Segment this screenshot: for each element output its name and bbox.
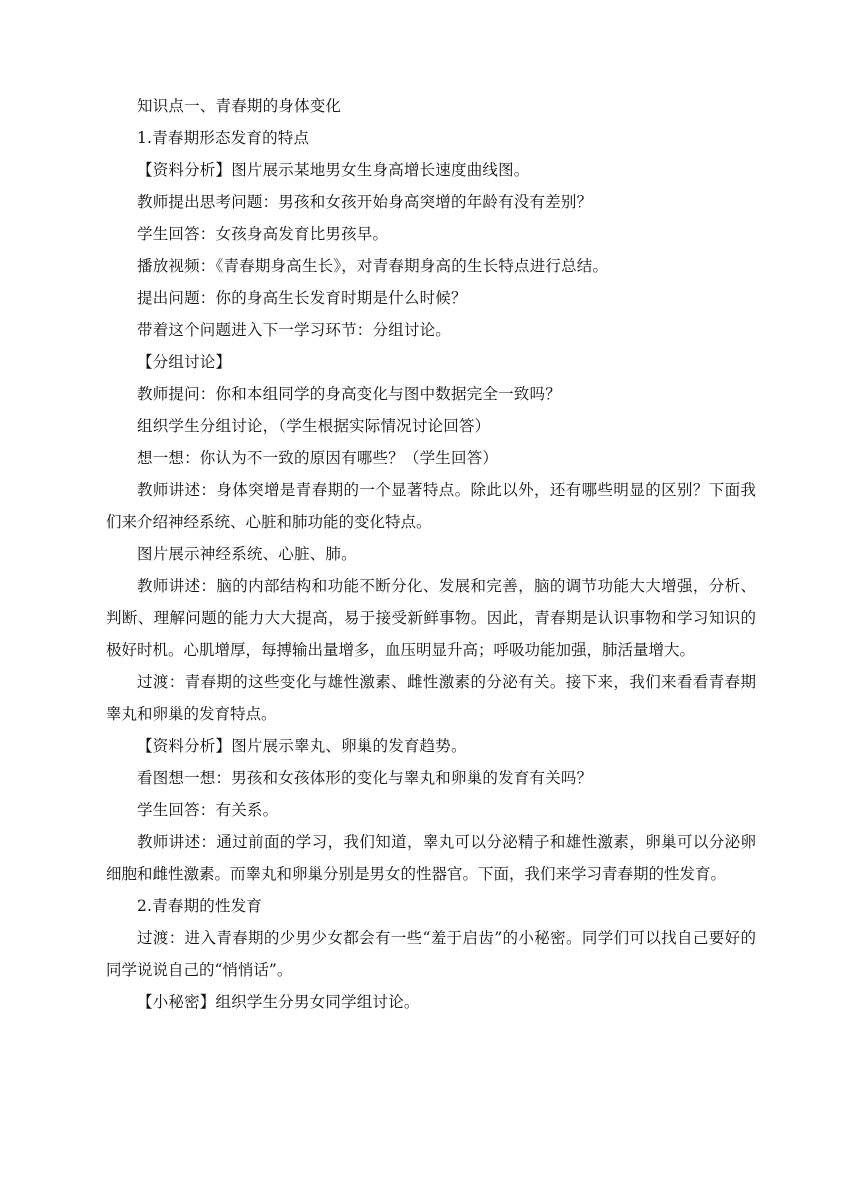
document-body	[106, 90, 756, 1018]
paragraph: 【分组讨论】	[137, 353, 232, 371]
section-heading: 知识点一、青春期的身体变化	[137, 97, 342, 115]
subsection-heading: 2.青春期的性发育	[137, 897, 263, 915]
paragraph: 带着这个问题进入下一学习环节：分组讨论。	[137, 321, 452, 339]
paragraph: 教师讲述：脑的内部结构和功能不断分化、发展和完善，脑的调节功能大大增强，分析、判断、理解问题的能力大大提高，易于接受新鲜事物。因此，青春期是认识事物和学习知识的极好时机。心肌增厚，每搏输出量增多，血压明显升高；呼吸功能加强，肺活量增大。	[106, 577, 756, 659]
paragraph: 提出问题：你的身高生长发育时期是什么时候？	[137, 289, 467, 307]
paragraph: 过渡：进入青春期的少男少女都会有一些“羞于启齿”的小秘密。同学们可以找自己要好的同学说说自己的“悄悄话”。	[106, 929, 756, 979]
paragraph: 看图想一想：男孩和女孩体形的变化与睾丸和卵巢的发育有关吗？	[137, 769, 593, 787]
paragraph: 【资料分析】图片展示某地男女生身高增长速度曲线图。	[137, 161, 530, 179]
paragraph: 【小秘密】组织学生分男女同学组讨论。	[137, 993, 420, 1011]
paragraph: 教师讲述：身体突增是青春期的一个显著特点。除此以外，还有哪些明显的区别？下面我们来介绍神经系统、心脏和肺功能的变化特点。	[106, 481, 756, 531]
paragraph: 想一想：你认为不一致的原因有哪些？（学生回答）	[137, 449, 499, 467]
paragraph: 播放视频：《青春期身高生长》，对青春期身高的生长特点进行总结。	[137, 257, 609, 275]
paragraph: 学生回答：女孩身高发育比男孩早。	[137, 225, 389, 243]
paragraph: 学生回答：有关系。	[137, 801, 279, 819]
subsection-heading: 1.青春期形态发育的特点	[137, 129, 310, 147]
paragraph: 【资料分析】图片展示睾丸、卵巢的发育趋势。	[137, 737, 467, 755]
paragraph: 教师提问：你和本组同学的身高变化与图中数据完全一致吗？	[137, 385, 561, 403]
paragraph: 组织学生分组讨论，（学生根据实际情况讨论回答）	[137, 417, 491, 435]
paragraph: 过渡：青春期的这些变化与雄性激素、雌性激素的分泌有关。接下来，我们来看看青春期睾丸和卵巢的发育特点。	[106, 673, 756, 723]
paragraph: 图片展示神经系统、心脏、肺。	[137, 545, 357, 563]
paragraph: 教师讲述：通过前面的学习，我们知道，睾丸可以分泌精子和雄性激素，卵巢可以分泌卵细胞和雌性激素。而睾丸和卵巢分别是男女的性器官。下面，我们来学习青春期的性发育。	[106, 833, 756, 883]
paragraph: 教师提出思考问题：男孩和女孩开始身高突增的年龄有没有差别？	[137, 193, 593, 211]
